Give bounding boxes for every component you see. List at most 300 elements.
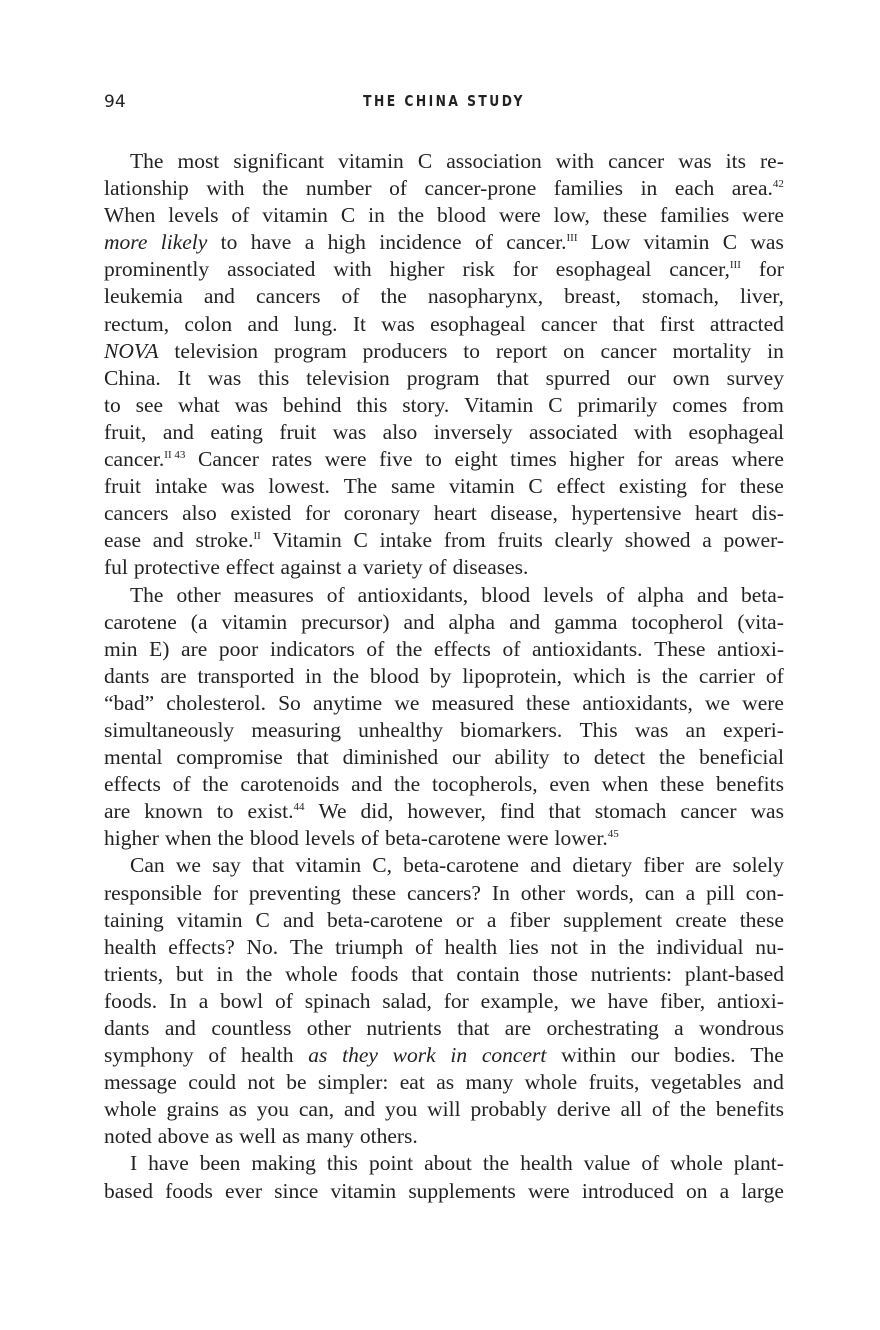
word: our	[452, 745, 481, 770]
word: China.	[104, 365, 161, 390]
word: lower.$^{45}$	[554, 826, 619, 851]
word: benefits	[715, 772, 784, 797]
word: contain	[456, 961, 520, 986]
word: In	[169, 988, 187, 1013]
word: vitamin	[262, 203, 328, 228]
word: introduced	[581, 1178, 674, 1203]
running-head	[104, 92, 784, 116]
word: These	[654, 636, 706, 661]
word: many	[465, 1070, 514, 1095]
word: plant-	[733, 1151, 784, 1176]
word: our	[627, 365, 656, 390]
word: cancers	[255, 284, 321, 309]
word: a	[486, 907, 497, 932]
word: beneficial	[699, 745, 784, 770]
word: effects?	[168, 934, 235, 959]
word: these	[739, 907, 784, 932]
word: whole	[524, 1070, 578, 1095]
word: work	[392, 1043, 436, 1068]
word: blood	[249, 826, 299, 851]
word: on	[685, 1178, 708, 1203]
word: value	[583, 1151, 631, 1176]
word: concert	[481, 1043, 547, 1068]
word: comes	[672, 392, 728, 417]
word: re-	[760, 149, 784, 173]
word: report	[495, 338, 548, 363]
word: families	[553, 176, 624, 201]
footnote-ref: 45	[607, 828, 619, 841]
word: from	[443, 528, 486, 553]
word: vitamin	[176, 907, 243, 932]
word: and	[247, 311, 279, 336]
word: esophageal	[555, 257, 652, 282]
text-line	[104, 717, 784, 744]
word: more	[104, 230, 148, 255]
word: to	[216, 799, 234, 824]
word: foods	[350, 961, 399, 986]
text-line	[104, 961, 784, 988]
word: not	[550, 934, 578, 959]
word: eating	[210, 419, 263, 444]
word: vitamin	[448, 474, 515, 499]
word: are	[504, 1016, 532, 1040]
word: other	[520, 880, 565, 905]
word: as	[215, 1124, 234, 1149]
text-line	[104, 798, 784, 825]
word: point	[368, 1151, 414, 1176]
word: were	[742, 203, 784, 228]
word: noted	[104, 1124, 152, 1149]
word: have	[250, 230, 292, 255]
word: heart	[433, 501, 477, 526]
footnote-ref: 42	[772, 178, 784, 191]
word: health	[520, 1151, 573, 1176]
word: from	[742, 392, 784, 417]
word: existed	[230, 501, 292, 526]
word: and	[696, 582, 728, 607]
word: find	[499, 799, 535, 824]
word: simpler:	[317, 1070, 389, 1095]
word: this	[258, 365, 290, 390]
word: cancer	[608, 149, 665, 173]
word: beta-	[741, 582, 784, 607]
word: known	[144, 799, 203, 824]
word: beta-carotene	[403, 853, 519, 878]
word: cancers	[104, 501, 169, 526]
word: nu-	[755, 934, 784, 959]
word: anytime	[312, 690, 383, 715]
word: to	[563, 745, 581, 770]
word: significant	[233, 149, 325, 173]
word: to	[220, 230, 238, 255]
word: a	[685, 880, 696, 905]
word: higher	[569, 447, 625, 472]
word: inversely	[433, 419, 513, 444]
word: plant-based	[684, 961, 784, 986]
word: protective	[133, 555, 220, 580]
word: the	[217, 826, 244, 851]
word: levels	[304, 826, 355, 851]
word: was	[207, 365, 242, 390]
word: (a	[190, 609, 208, 634]
book-title: THE CHINA STUDY	[363, 92, 525, 110]
word: lung.	[293, 311, 338, 336]
word: was	[634, 717, 669, 742]
word: dietary	[572, 853, 633, 878]
word: diminished	[342, 745, 439, 770]
word: that	[496, 365, 529, 390]
word: associated	[227, 257, 316, 282]
word: NOVA	[104, 338, 159, 363]
text-line	[104, 1069, 784, 1096]
word: create	[675, 907, 727, 932]
text-line	[104, 527, 784, 554]
text-line	[104, 392, 784, 419]
word: in	[368, 203, 385, 228]
footnote-ref: II 43	[164, 449, 186, 462]
word: above	[157, 1124, 210, 1149]
word: preventing	[248, 880, 341, 905]
word: triumph	[335, 934, 404, 959]
word: It	[352, 311, 366, 336]
word: that	[457, 1016, 490, 1040]
word: area.$^{42}$	[731, 176, 784, 201]
word: Cancer	[197, 447, 259, 472]
word: of	[765, 663, 784, 688]
word: rates	[271, 447, 313, 472]
word: salad,	[382, 988, 432, 1013]
word: This	[579, 717, 618, 742]
word: in	[216, 961, 234, 986]
word: also	[382, 419, 418, 444]
text-line	[104, 365, 784, 392]
word: other	[306, 1016, 351, 1040]
text-line	[104, 473, 784, 500]
text-line	[104, 880, 784, 907]
word: are	[160, 663, 187, 688]
word: as	[308, 1043, 328, 1068]
word: vitamin	[330, 1178, 397, 1203]
word: its	[725, 149, 746, 173]
word: that	[548, 799, 581, 824]
text-line	[104, 419, 784, 446]
word: and	[530, 853, 562, 878]
word: and	[203, 284, 235, 309]
word: a	[719, 1178, 730, 1203]
word: effect	[556, 474, 606, 499]
word: words,	[575, 880, 634, 905]
word: bodies.	[674, 1043, 736, 1068]
word: television	[174, 338, 259, 363]
word: intake	[154, 474, 208, 499]
word: of	[341, 284, 360, 309]
word: health	[240, 1043, 294, 1068]
word: you	[384, 1097, 418, 1122]
word: C	[528, 474, 543, 499]
word: grains	[166, 1097, 219, 1122]
word: vitamin	[295, 853, 362, 878]
word: antioxi-	[716, 988, 784, 1013]
word: of	[389, 176, 407, 201]
word: behind	[282, 392, 342, 417]
word: have	[607, 988, 649, 1013]
word: in	[589, 934, 607, 959]
word: levels	[543, 582, 594, 607]
word: for	[304, 501, 331, 526]
word: of	[502, 636, 521, 661]
word: of	[275, 988, 293, 1013]
text-line	[104, 1042, 784, 1069]
word: are	[695, 853, 722, 878]
text-line	[104, 690, 784, 717]
word: but	[176, 961, 204, 986]
word: derive	[556, 1097, 611, 1122]
word: say	[212, 853, 241, 878]
word: higher	[389, 257, 445, 282]
word: the	[245, 961, 273, 986]
word: fruits	[497, 528, 543, 553]
word: min	[104, 636, 138, 661]
text-line	[104, 907, 784, 934]
text-line	[104, 744, 784, 771]
word: cancer.$^{II 43}$	[104, 447, 186, 472]
word: higher	[104, 826, 159, 851]
word: well	[239, 1124, 277, 1149]
word: was	[750, 799, 784, 824]
word: (vita-	[737, 609, 784, 634]
word: probably	[470, 1097, 547, 1122]
word: with	[206, 176, 245, 201]
word: was	[332, 419, 367, 444]
word: countless	[211, 1016, 292, 1040]
word: of	[414, 934, 433, 959]
word: beta-carotene	[384, 826, 501, 851]
word: producers	[362, 338, 448, 363]
word: message	[104, 1070, 177, 1095]
word: five	[379, 447, 413, 472]
word: of	[641, 1151, 660, 1176]
word: based	[104, 1178, 153, 1203]
word: solely	[732, 853, 784, 878]
word: also	[182, 501, 217, 526]
word: with	[555, 149, 595, 173]
word: C	[353, 528, 368, 553]
word: The	[130, 582, 164, 607]
word: carotenoids	[240, 772, 340, 797]
word: cancer	[600, 338, 657, 363]
word: individual	[656, 934, 744, 959]
word: in	[305, 663, 322, 688]
word: levels	[168, 203, 219, 228]
footnote-ref: III	[566, 232, 578, 245]
word: C,	[372, 853, 392, 878]
word: supplement	[563, 907, 663, 932]
word: of	[366, 636, 385, 661]
word: gamma	[554, 609, 618, 634]
word: nasopharynx,	[427, 284, 544, 309]
word: Vitamin	[464, 392, 534, 417]
word: a	[674, 1016, 684, 1040]
word: first	[659, 311, 695, 336]
word: dis-	[751, 501, 784, 526]
word: we	[394, 690, 420, 715]
word: measuring	[251, 717, 341, 742]
word: these	[526, 690, 571, 715]
word: The	[750, 1043, 784, 1068]
word: was	[381, 311, 415, 336]
word: of	[606, 582, 625, 607]
word: exist.$^{44}$	[247, 799, 305, 824]
word: the	[393, 772, 421, 797]
word: and	[162, 419, 194, 444]
word: of	[231, 203, 250, 228]
word: cholesterol.	[166, 690, 266, 715]
text-line	[104, 852, 784, 879]
word: same	[390, 474, 436, 499]
word: supplements	[408, 1178, 516, 1203]
word: each	[674, 176, 715, 201]
word: cancer.$^{III}$	[506, 230, 578, 255]
word: ever	[225, 1178, 263, 1203]
word: for	[212, 880, 238, 905]
word: not	[247, 1070, 275, 1095]
word: were	[498, 203, 541, 228]
word: power-	[723, 528, 784, 553]
word: stroke.$^{II}$	[195, 528, 261, 553]
word: the	[262, 176, 289, 201]
word: number	[305, 176, 372, 201]
word: can,	[298, 1097, 335, 1122]
text-line	[104, 825, 784, 852]
word: to	[463, 338, 481, 363]
word: as	[282, 1124, 301, 1149]
word: be	[286, 1070, 307, 1095]
word: the	[380, 284, 407, 309]
text-line	[104, 1178, 784, 1205]
word: We	[318, 799, 347, 824]
word: fruit	[279, 419, 317, 444]
word: all	[620, 1097, 642, 1122]
word: rectum,	[104, 311, 170, 336]
page-number: 94	[104, 92, 126, 112]
word: responsible	[104, 880, 202, 905]
word: been	[199, 1151, 241, 1176]
text-line	[104, 1150, 784, 1177]
word: spurred	[545, 365, 611, 390]
word: leukemia	[104, 284, 183, 309]
word: within	[561, 1043, 617, 1068]
text-line	[104, 283, 784, 310]
word: the	[332, 663, 360, 688]
word: So	[278, 690, 301, 715]
word: fiber	[509, 907, 551, 932]
text-line	[104, 229, 784, 256]
word: can	[644, 880, 675, 905]
footnote-ref: II	[253, 530, 261, 543]
word: or	[455, 907, 474, 932]
word: our	[630, 1043, 660, 1068]
word: esophageal	[688, 419, 784, 444]
word: pill	[706, 880, 735, 905]
text-line	[104, 175, 784, 202]
word: health	[104, 934, 157, 959]
word: this	[356, 392, 388, 417]
word: showed	[624, 528, 691, 553]
word: alpha	[448, 609, 496, 634]
word: cancer-prone	[424, 176, 537, 201]
word: was	[221, 474, 255, 499]
word: health	[444, 934, 498, 959]
text-line	[104, 582, 784, 609]
word: when	[601, 772, 649, 797]
footnote-ref: 44	[293, 801, 305, 814]
word: is	[636, 663, 651, 688]
word: Low	[590, 230, 631, 255]
word: whole	[285, 961, 338, 986]
word: own	[672, 365, 710, 390]
word: alpha	[637, 582, 684, 607]
word: risk	[462, 257, 495, 282]
word: stomach	[594, 799, 667, 824]
word: of	[428, 555, 447, 580]
body-text	[104, 148, 784, 1205]
word: It	[177, 365, 191, 390]
word: measured	[431, 690, 514, 715]
word: spinach	[304, 988, 371, 1013]
word: ful	[104, 555, 128, 580]
word: these	[660, 772, 705, 797]
word: was	[750, 230, 784, 255]
word: were	[742, 690, 784, 715]
word: were	[527, 1178, 570, 1203]
word: simultaneously	[104, 717, 235, 742]
word: fruit,	[104, 419, 147, 444]
word: others.	[359, 1124, 418, 1149]
text-line	[104, 202, 784, 229]
word: by	[429, 663, 452, 688]
word: and	[344, 1097, 376, 1122]
text-line	[104, 1096, 784, 1123]
word: we	[704, 690, 731, 715]
word: I	[130, 1151, 138, 1176]
word: fruit	[104, 474, 142, 499]
word: likely	[160, 230, 208, 255]
word: The	[289, 934, 324, 959]
word: C	[340, 203, 356, 228]
word: lies	[508, 934, 539, 959]
word: effects	[433, 636, 491, 661]
word: transported	[197, 663, 295, 688]
word: antioxidants.	[532, 636, 643, 661]
word: unhealthy	[358, 717, 443, 742]
word: poor	[218, 636, 259, 661]
word: were	[324, 447, 367, 472]
word: and	[752, 1070, 784, 1095]
word: disease,	[490, 501, 558, 526]
word: compromise	[176, 745, 283, 770]
word: variety	[362, 555, 423, 580]
word: and	[403, 609, 435, 634]
word: was	[234, 392, 269, 417]
word: foods.	[104, 988, 158, 1013]
word: nutrients	[366, 1016, 442, 1040]
word: clearly	[554, 528, 614, 553]
word: whole	[670, 1151, 723, 1176]
word: antioxidants,	[582, 690, 693, 715]
word: cancer	[680, 799, 737, 824]
word: these	[351, 880, 397, 905]
word: large	[741, 1178, 784, 1203]
